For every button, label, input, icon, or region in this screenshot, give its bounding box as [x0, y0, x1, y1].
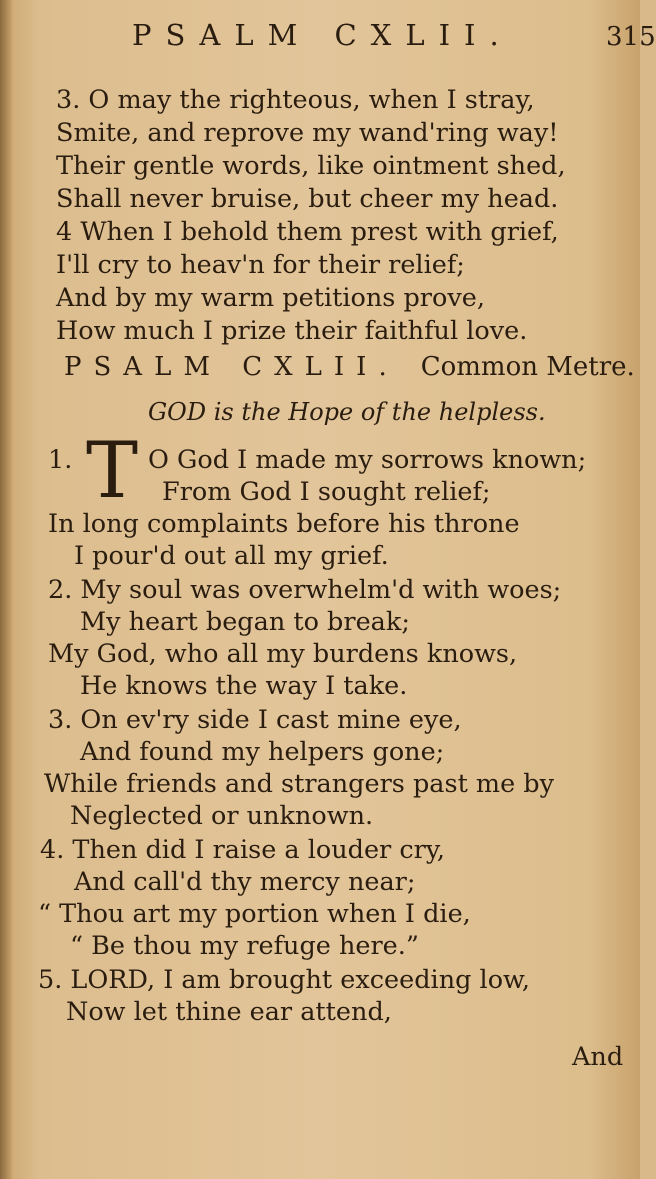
verse-line: Now let thine ear attend, — [66, 997, 392, 1027]
verse-line: 3. O may the righteous, when I stray, — [56, 85, 535, 115]
verse-line: O God I made my sorrows known; — [148, 445, 587, 475]
psalm-subtitle: GOD is the Hope of the helpless. — [148, 398, 546, 426]
drop-cap: T — [86, 426, 139, 516]
verse-line: From God I sought relief; — [162, 477, 491, 507]
verse-line: He knows the way I take. — [80, 671, 408, 701]
catchword: And — [572, 1042, 624, 1072]
verse-line: “ Thou art my portion when I die, — [38, 899, 471, 929]
verse-line: I pour'd out all my grief. — [74, 541, 389, 571]
page-number: 315 — [606, 22, 656, 52]
psalm-name: PSALM CXLII. — [64, 352, 399, 382]
verse-line: Their gentle words, like ointment shed, — [56, 151, 566, 181]
verse-line: 2. My soul was overwhelm'd with woes; — [48, 575, 562, 605]
verse-line: 3. On ev'ry side I cast mine eye, — [48, 705, 462, 735]
verse-line: 5. LORD, I am brought exceeding low, — [38, 965, 530, 995]
verse-line: “ Be thou my refuge here.” — [70, 931, 419, 961]
verse-line: In long complaints before his throne — [48, 509, 520, 539]
verse-line: Smite, and reprove my wand'ring way! — [56, 118, 559, 148]
verse-line: How much I prize their faithful love. — [56, 316, 528, 346]
page-gutter-shadow — [0, 0, 12, 1179]
verse-line: And found my helpers gone; — [80, 737, 445, 767]
verse-line: And call'd thy mercy near; — [74, 867, 416, 897]
verse-line: My heart began to break; — [80, 607, 410, 637]
stanza-number: 1. — [48, 445, 73, 475]
psalm-metre: Common Metre. — [420, 352, 635, 382]
verse-line: My God, who all my burdens knows, — [48, 639, 518, 669]
psalm-title — [64, 352, 635, 382]
verse-line: I'll cry to heav'n for their relief; — [56, 250, 465, 280]
verse-line: And by my warm petitions prove, — [56, 283, 485, 313]
verse-line: 4 When I behold them prest with grief, — [56, 217, 559, 247]
verse-line: Shall never bruise, but cheer my head. — [56, 184, 559, 214]
verse-line: 4. Then did I raise a louder cry, — [40, 835, 445, 865]
verse-line: Neglected or unknown. — [70, 801, 374, 831]
verse-line: While friends and strangers past me by — [44, 769, 555, 799]
running-title: PSALM CXLII. — [132, 18, 513, 52]
